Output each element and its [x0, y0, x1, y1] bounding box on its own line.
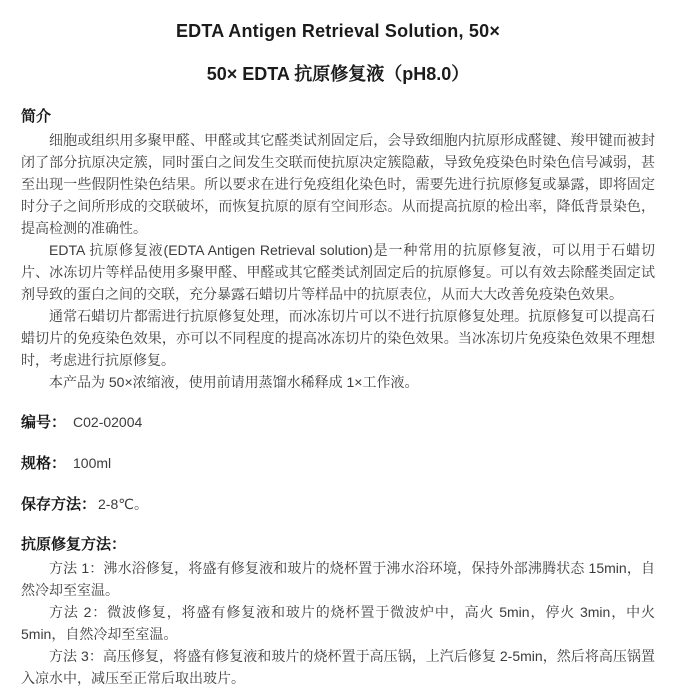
methods-heading: 抗原修复方法： — [21, 536, 127, 553]
method-1: 方法 1：沸水浴修复，将盛有修复液和玻片的烧杯置于沸水浴环境，保持外部沸腾状态 15min，自然冷却至室温。 — [21, 560, 655, 598]
size-value: 100ml — [73, 455, 112, 471]
intro-heading: 简介 — [21, 108, 52, 125]
methods-paragraphs — [21, 557, 655, 689]
field-storage — [21, 493, 655, 516]
size-label: 规格： — [21, 455, 67, 472]
intro-paragraph-3: 通常石蜡切片都需进行抗原修复处理，而冰冻切片可以不进行抗原修复处理。抗原修复可以提高石蜡切片的免疫染色效果，亦可以不同程度的提高冰冻切片的染色效果。当冰冻切片免疫染色效果不理想时，考虑进行抗原修复。 — [21, 308, 655, 368]
intro-paragraphs — [21, 129, 655, 393]
methods-section — [21, 534, 655, 689]
product-title-english: EDTA Antigen Retrieval Solution, 50× — [175, 21, 501, 41]
intro-paragraph-2: EDTA 抗原修复液(EDTA Antigen Retrieval solution)是一种常用的抗原修复液，可以用于石蜡切片、冰冻切片等样品使用多聚甲醛、甲醛或其它醛类试剂固定后的抗原修复。可以有效去除醛类固定试剂导致的蛋白之间的交联，充分暴露石蜡切片等样品中的抗原表位，从而大大改善免疫染色效果。 — [21, 242, 655, 302]
storage-value: 2-8℃。 — [98, 496, 148, 512]
method-2: 方法 2：微波修复，将盛有修复液和玻片的烧杯置于微波炉中，高火 5min，停火 3min，中火 5min，自然冷却至室温。 — [21, 604, 655, 642]
field-size — [21, 452, 655, 475]
intro-section — [21, 106, 655, 393]
storage-label: 保存方法： — [21, 496, 97, 513]
field-catalog-number — [21, 411, 655, 434]
intro-paragraph-4: 本产品为 50×浓缩液，使用前请用蒸馏水稀释成 1×工作液。 — [49, 374, 419, 390]
method-3: 方法 3：高压修复，将盛有修复液和玻片的烧杯置于高压锅，上汽后修复 2-5min，然后将高压锅置入凉水中，减压至正常后取出玻片。 — [21, 648, 655, 686]
catalog-number-label: 编号： — [21, 414, 67, 431]
catalog-number-value: C02-02004 — [73, 414, 143, 430]
intro-paragraph-1: 细胞或组织用多聚甲醛、甲醛或其它醛类试剂固定后，会导致细胞内抗原形成醛键、羧甲键而被封闭了部分抗原决定簇，同时蛋白之间发生交联而使抗原决定簇隐蔽，导致免疫染色时染色信号减弱，甚至出现一些假阴性染色结果。所以要求在进行免疫组化染色时，需要先进行抗原修复或暴露，即将固定时分子之间所形成的交联破坏，而恢复抗原的原有空间形态。从而提高抗原的检出率，降低背景染色，提高检测的准确性。 — [21, 132, 655, 236]
product-title-chinese: 50× EDTA 抗原修复液（pH8.0） — [206, 64, 470, 84]
